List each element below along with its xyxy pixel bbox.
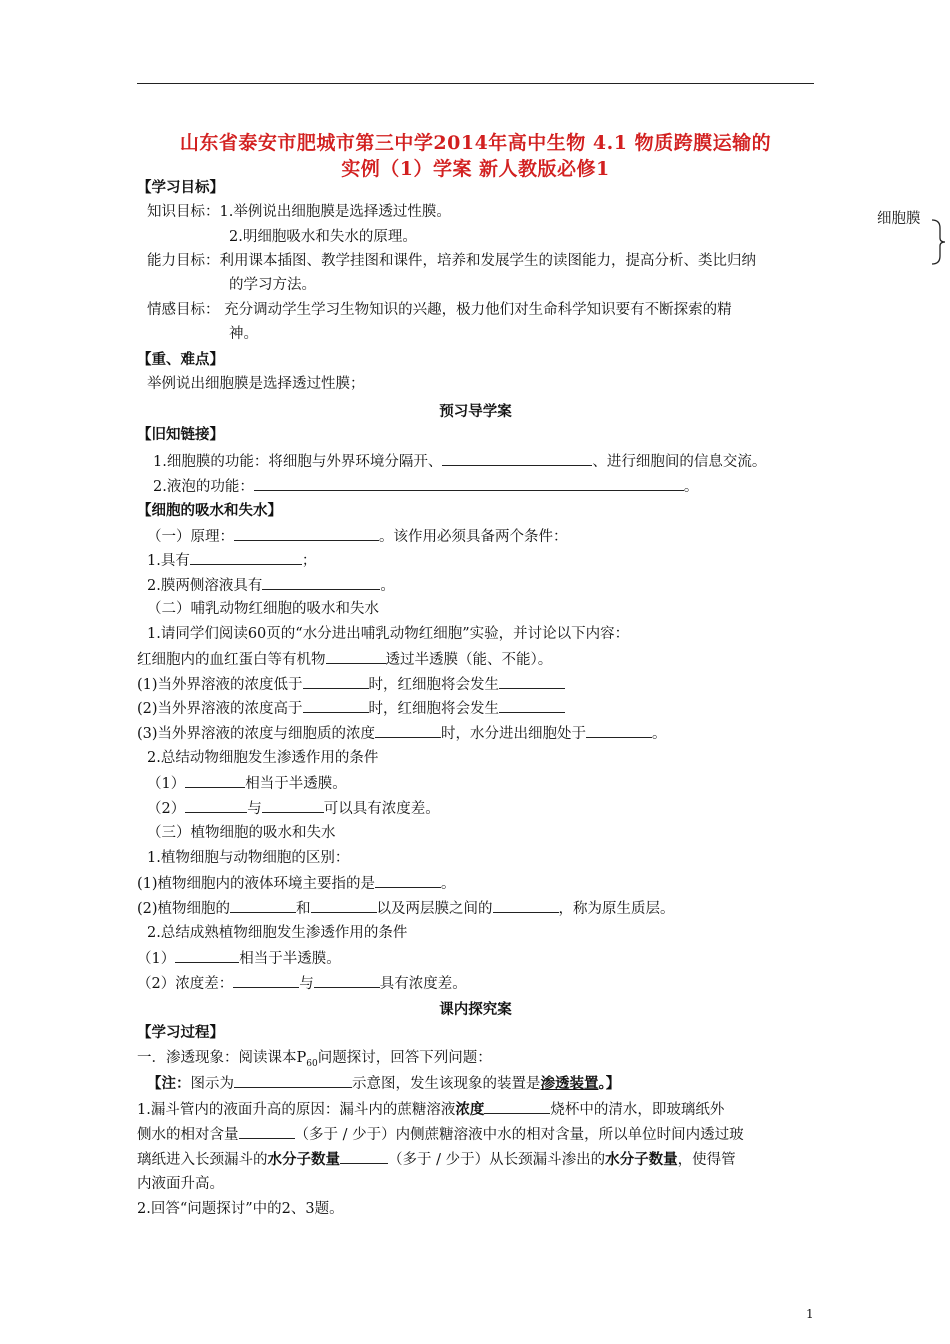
- high-concentration-line: (2)当外界溶液的浓度高于 时，红细胞将会发生: [137, 698, 565, 719]
- plant-condition-1: （1） 相当于半透膜。: [137, 948, 341, 969]
- plant-heading: （三）植物细胞的吸水和失水: [147, 825, 336, 841]
- ability-goal-1: 能力目标：利用课本插图、教学挂图和课件，培养和发展学生的读图能力，提高分析、类比归纳: [147, 253, 756, 269]
- blank[interactable]: [303, 698, 369, 713]
- blank[interactable]: [499, 698, 565, 713]
- principle-line: （一）原理： 。该作用必须具备两个条件：: [147, 526, 568, 547]
- low-concentration-line: (1)当外界溶液的浓度低于 时，红细胞将会发生: [137, 674, 565, 695]
- blank[interactable]: [262, 798, 324, 813]
- blank[interactable]: [442, 451, 592, 466]
- animal-condition-1: （1） 相当于半透膜。: [147, 773, 347, 794]
- blank[interactable]: [340, 1149, 388, 1164]
- blank[interactable]: [493, 898, 559, 913]
- blank[interactable]: [375, 873, 441, 888]
- blank[interactable]: [314, 973, 380, 988]
- reason-line-3: 璃纸进入长颈漏斗的水分子数量 （多于 / 少于）从长颈漏斗渗出的水分子数量，使得管: [137, 1151, 736, 1168]
- blank[interactable]: [185, 798, 247, 813]
- blank[interactable]: [262, 575, 380, 590]
- animal-osmosis-heading: 2.总结动物细胞发生渗透作用的条件: [147, 750, 379, 766]
- inclass-heading: 课内探究案: [439, 1001, 512, 1018]
- plant-condition-2: （2）浓度差： 与 具有浓度差。: [137, 973, 467, 994]
- mammal-instruction: 1.请同学们阅读60页的“水分进出哺乳动物红细胞”实验，并讨论以下内容：: [147, 626, 630, 642]
- keypoints-heading: 【重、难点】: [137, 351, 224, 368]
- mammal-heading: （二）哺乳动物红细胞的吸水和失水: [147, 601, 379, 617]
- old-knowledge-heading: 【旧知链接】: [137, 426, 224, 443]
- blank[interactable]: [234, 526, 379, 541]
- process-heading: 【学习过程】: [137, 1024, 224, 1041]
- blank[interactable]: [230, 898, 296, 913]
- blank[interactable]: [234, 1073, 352, 1088]
- blank[interactable]: [175, 948, 239, 963]
- header-rule: [137, 83, 814, 84]
- animal-condition-2: （2） 与 可以具有浓度差。: [147, 798, 440, 819]
- blank[interactable]: [484, 1099, 550, 1114]
- blank[interactable]: [303, 674, 369, 689]
- question-2-line: 2.回答“问题探讨”中的2、3题。: [137, 1201, 344, 1217]
- preview-heading: 预习导学案: [439, 403, 512, 420]
- reason-line-1: 1.漏斗管内的液面升高的原因：漏斗内的蔗糖溶液浓度 烧杯中的清水，即玻璃纸外: [137, 1101, 725, 1118]
- blank[interactable]: [233, 973, 299, 988]
- reason-line-4: 内液面升高。: [137, 1176, 224, 1192]
- blank[interactable]: [185, 773, 245, 788]
- blank[interactable]: [190, 550, 302, 565]
- blank[interactable]: [254, 476, 684, 491]
- title-line-2: 实例（1）学案 新人教版必修1: [341, 158, 610, 180]
- emotion-goal-1: 情感目标： 充分调动学生学习生物知识的兴趣，极力他们对生命科学知识要有不断探索的精: [147, 302, 732, 318]
- title-line-1: 山东省泰安市肥城市第三中学2014年高中生物 4.1 物质跨膜运输的: [179, 132, 772, 154]
- old-knowledge-2: 2.液泡的功能： 。: [153, 476, 698, 497]
- equal-concentration-line: (3)当外界溶液的浓度与细胞质的浓度 时，水分进出细胞处于 。: [137, 723, 667, 744]
- old-knowledge-1: 1.细胞膜的功能：将细胞与外界环境分隔开、 、进行细胞间的信息交流。: [153, 451, 766, 472]
- emotion-goal-2: 神。: [229, 326, 258, 342]
- condition-2: 2.膜两侧溶液具有 。: [147, 575, 395, 596]
- blank[interactable]: [499, 674, 565, 689]
- blank[interactable]: [311, 898, 377, 913]
- objectives-heading: 【学习目标】: [137, 179, 224, 196]
- keypoints-text: 举例说出细胞膜是选择透过性膜；: [147, 376, 365, 392]
- blank[interactable]: [586, 723, 652, 738]
- protoplasm-layer-line: (2)植物细胞的 和 以及两层膜之间的 ，称为原生质层。: [137, 898, 675, 919]
- knowledge-goal-2: 2.明细胞吸水和失水的原理。: [229, 229, 417, 245]
- hemoglobin-line: 红细胞内的血红蛋白等有机物 透过半透膜（能、不能）。: [137, 649, 552, 670]
- blank[interactable]: [326, 649, 386, 664]
- ability-goal-2: 的学习方法。: [229, 277, 316, 293]
- page-number: 1: [806, 1307, 814, 1321]
- blank[interactable]: [375, 723, 441, 738]
- osmosis-question: 一．渗透现象：阅读课本$P_{60}$问题探讨，回答下列问题：: [137, 1050, 492, 1069]
- water-section-heading: 【细胞的吸水和失水】: [137, 502, 282, 519]
- plant-osmosis-heading: 2.总结成熟植物细胞发生渗透作用的条件: [147, 925, 408, 941]
- brace-icon: [930, 218, 946, 266]
- note-line: 【注：图示为 示意图，发生该现象的装置是渗透装置。】: [147, 1075, 621, 1092]
- knowledge-goal-1: 知识目标：1.举例说出细胞膜是选择透过性膜。: [147, 204, 451, 220]
- condition-1: 1.具有 ；: [147, 550, 316, 571]
- blank[interactable]: [239, 1124, 295, 1139]
- reason-line-2: 侧水的相对含量 （多于 / 少于）内侧蔗糖溶液中水的相对含量，所以单位时间内透过玻: [137, 1124, 744, 1145]
- plant-difference-heading: 1.植物细胞与动物细胞的区别：: [147, 850, 350, 866]
- side-label-membrane: 细胞膜: [877, 211, 921, 227]
- plant-environment-line: (1)植物细胞内的液体环境主要指的是 。: [137, 873, 456, 894]
